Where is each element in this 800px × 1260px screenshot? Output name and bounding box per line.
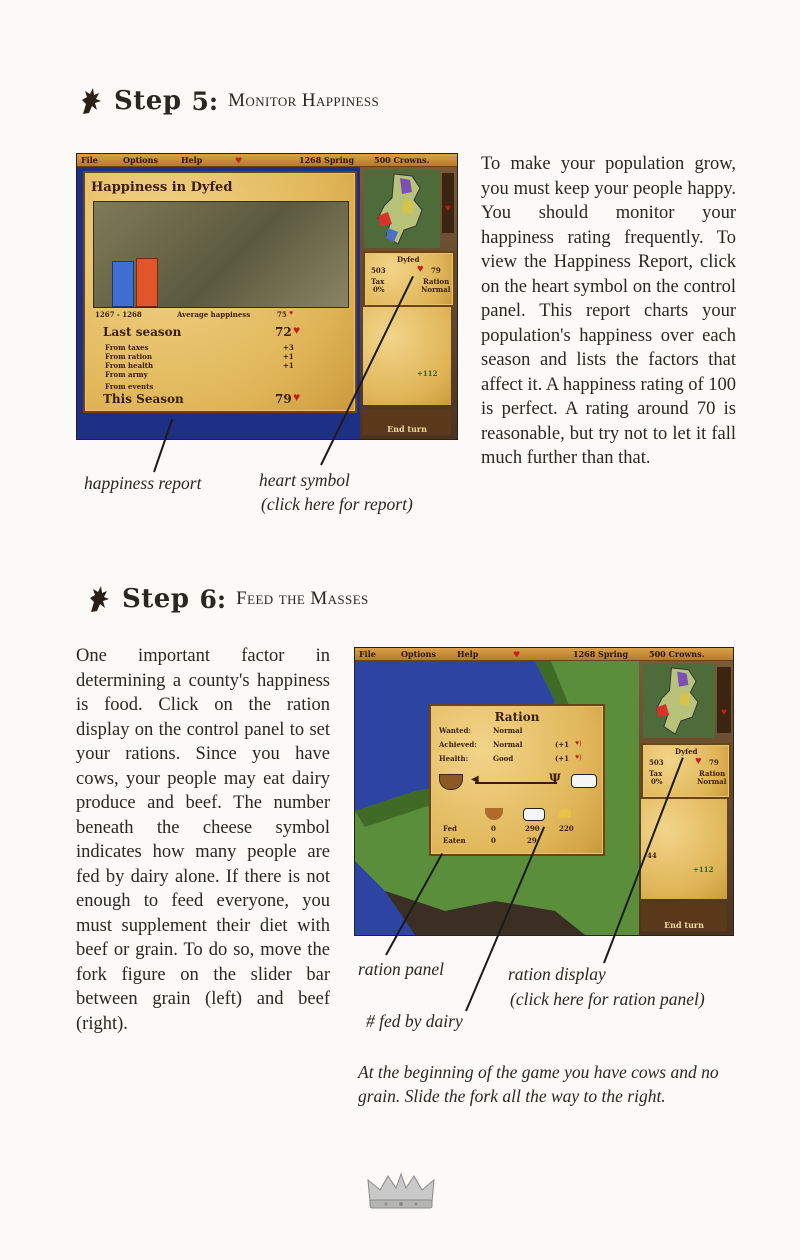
game-crowns: 500 Crowns. xyxy=(649,649,705,659)
heart-icon: ♥) xyxy=(575,739,582,747)
dragon-icon xyxy=(86,584,112,614)
heart-icon: ♥) xyxy=(575,753,582,761)
heart-icon: ♥ xyxy=(293,390,301,404)
step6-paragraph: One important factor in determining a county's happiness is food. Click on the ration display on the control panel to set your rations. Since you have cows, your people may eat dairy produce and beef. The number beneath the cheese symbol indicates how many people are fed by dairy alone. If there is not enough to feed everyone, you must supplement their diet with beef or grain. To do so, move the fork figure on the slider bar between grain (left) and beef (right). xyxy=(76,646,330,1034)
ration-screenshot xyxy=(354,647,734,936)
resources-box xyxy=(641,799,727,899)
chart-bar-1 xyxy=(112,261,134,307)
menu-file[interactable]: File xyxy=(359,649,376,659)
achieved-label: Achieved: xyxy=(439,740,477,749)
step5-heading xyxy=(78,86,379,116)
grain-bowl-icon xyxy=(439,774,463,790)
events-label: From events xyxy=(105,382,154,391)
crown-icon xyxy=(366,1172,436,1210)
report-chart xyxy=(93,201,349,308)
fork-slider-icon[interactable]: Ψ xyxy=(549,772,561,787)
step5-number: 5: xyxy=(191,86,219,116)
tax-percent: 0% xyxy=(373,285,385,294)
eaten-label: Eaten xyxy=(443,836,466,845)
avg-happiness-value: 75 xyxy=(277,310,287,319)
chart-bar-2 xyxy=(136,258,158,307)
step6-title: Feed the Masses xyxy=(236,588,369,609)
ration-panel[interactable] xyxy=(429,704,605,856)
county-map-icon[interactable] xyxy=(643,664,715,738)
factor-list xyxy=(105,343,153,379)
last-season-value: 72 xyxy=(275,325,292,339)
menu-heart-icon[interactable]: ♥ xyxy=(235,155,243,165)
caption-happiness-report: happiness report xyxy=(84,473,202,493)
ration-display-value[interactable]: Normal xyxy=(697,777,727,786)
ration-slider[interactable] xyxy=(475,782,557,784)
cow-icon xyxy=(571,774,597,788)
dragon-icon xyxy=(78,86,104,116)
game-crowns: 500 Crowns. xyxy=(374,155,430,165)
happiness-report-panel xyxy=(83,171,357,413)
step5-paragraph: To make your population grow, you must keep your people happy. You should monitor your happiness rating frequently. To view the Happiness Report, click on the heart symbol on the control panel. This report charts your population's happiness over each season and lists the factors that affect it. A happiness rating of 100 is perfect. A rating around 70 is reasonable, but try not to let it fall much further than that. xyxy=(481,154,737,468)
step6-number: 6: xyxy=(199,584,227,614)
menu-options[interactable]: Options xyxy=(401,649,436,659)
tax-label[interactable]: Tax xyxy=(649,769,663,778)
fed-grain-value: 0 xyxy=(491,824,496,833)
ration-display-label[interactable]: Ration xyxy=(699,769,726,778)
fed-label: Fed xyxy=(443,824,457,833)
slider-left-arrow-icon[interactable]: ◀ xyxy=(471,774,479,785)
wanted-label: Wanted: xyxy=(439,726,472,735)
county-info-box xyxy=(641,743,731,799)
ration-label[interactable]: Ration xyxy=(423,277,450,286)
end-turn-label: End turn xyxy=(387,424,427,434)
wanted-value: Normal xyxy=(493,726,523,735)
side-buttons xyxy=(442,173,454,233)
end-turn-button[interactable] xyxy=(363,409,451,435)
beef-bowl-icon xyxy=(485,808,503,820)
health-label: Health: xyxy=(439,754,469,763)
caption-ration-panel: ration panel xyxy=(358,959,445,979)
caption-ration-display: ration display xyxy=(508,964,606,984)
step6-heading xyxy=(86,584,369,614)
ration-value[interactable]: Normal xyxy=(421,285,451,294)
tax-percent: 0% xyxy=(651,777,663,786)
factor-ration-value: +1 xyxy=(283,352,294,361)
game-menubar xyxy=(355,648,733,661)
tax-value: 503 xyxy=(371,266,386,275)
avg-happiness-label: Average happiness xyxy=(177,310,251,319)
menu-help[interactable]: Help xyxy=(457,649,479,659)
ration-title: Ration xyxy=(494,710,540,724)
step6-note: At the beginning of the game you have cows and no grain. Slide the fork all the way to the right. xyxy=(358,1062,719,1106)
factor-values xyxy=(283,343,294,370)
county-name: Dyfed xyxy=(675,747,698,756)
control-panel xyxy=(360,167,457,439)
heart-icon: ♥ xyxy=(293,323,301,337)
resources-box xyxy=(363,307,451,405)
caption-heart-symbol: heart symbol xyxy=(259,470,350,490)
step5-title: Monitor Happiness xyxy=(228,90,380,111)
fed-dairy-value: 220 xyxy=(559,824,574,833)
happiness-heart-icon[interactable]: ♥ xyxy=(417,263,424,275)
side-heart-icon[interactable]: ♥ xyxy=(445,203,451,214)
side-buttons xyxy=(717,667,731,733)
factor-taxes: From taxes xyxy=(105,343,149,352)
achieved-bonus: (+1 xyxy=(555,740,570,749)
cheese-icon xyxy=(559,808,571,818)
tax-value: 503 xyxy=(649,758,664,767)
county-name: Dyfed xyxy=(397,255,420,264)
this-season-label: This Season xyxy=(103,392,184,406)
factor-army: From army xyxy=(105,370,148,379)
health-value: Good xyxy=(493,754,514,763)
end-turn-label: End turn xyxy=(664,920,704,930)
achieved-value: Normal xyxy=(493,740,523,749)
side-heart-icon[interactable]: ♥ xyxy=(721,707,727,718)
factor-taxes-value: +3 xyxy=(283,343,294,352)
report-years: 1267 - 1268 xyxy=(95,310,142,319)
last-season-label: Last season xyxy=(103,325,182,339)
county-info-box xyxy=(363,251,455,307)
tax-label[interactable]: Tax xyxy=(371,277,385,286)
menu-help[interactable]: Help xyxy=(181,155,203,165)
count-44: 44 xyxy=(647,851,657,860)
step6-word: Step xyxy=(122,584,190,614)
caption-fed-dairy: # fed by dairy xyxy=(366,1011,463,1031)
game-date: 1268 Spring xyxy=(299,155,355,165)
happiness-value: 79 xyxy=(431,266,441,275)
menu-file[interactable]: File xyxy=(81,155,98,165)
control-panel xyxy=(639,661,733,935)
fed-beef-value: 290 xyxy=(525,824,540,833)
factor-health-value: +1 xyxy=(283,361,294,370)
step5-word: Step xyxy=(114,86,182,116)
cow-icon xyxy=(523,808,545,821)
game-menubar xyxy=(77,154,457,167)
menu-options[interactable]: Options xyxy=(123,155,158,165)
income-value: +112 xyxy=(693,865,714,874)
caption-heart-click: (click here for report) xyxy=(261,494,413,514)
menu-heart-icon[interactable]: ♥ xyxy=(513,649,521,659)
factor-ration: From ration xyxy=(105,352,152,361)
happiness-heart-icon[interactable]: ♥ xyxy=(695,755,702,767)
game-date: 1268 Spring xyxy=(573,649,629,659)
eaten-beef-value: 29 xyxy=(527,836,537,845)
factor-health: From health xyxy=(105,361,154,370)
this-season-value: 79 xyxy=(275,392,292,406)
income-value: +112 xyxy=(417,369,438,378)
health-bonus: (+1 xyxy=(555,754,570,763)
report-title: Happiness in Dyfed xyxy=(91,180,233,195)
caption-ration-display-click: (click here for ration panel) xyxy=(510,989,705,1009)
end-turn-button[interactable] xyxy=(641,903,727,931)
eaten-grain-value: 0 xyxy=(491,836,496,845)
county-map-icon[interactable] xyxy=(364,170,440,248)
heart-icon: ♥ xyxy=(289,309,294,317)
happiness-value: 79 xyxy=(709,758,719,767)
